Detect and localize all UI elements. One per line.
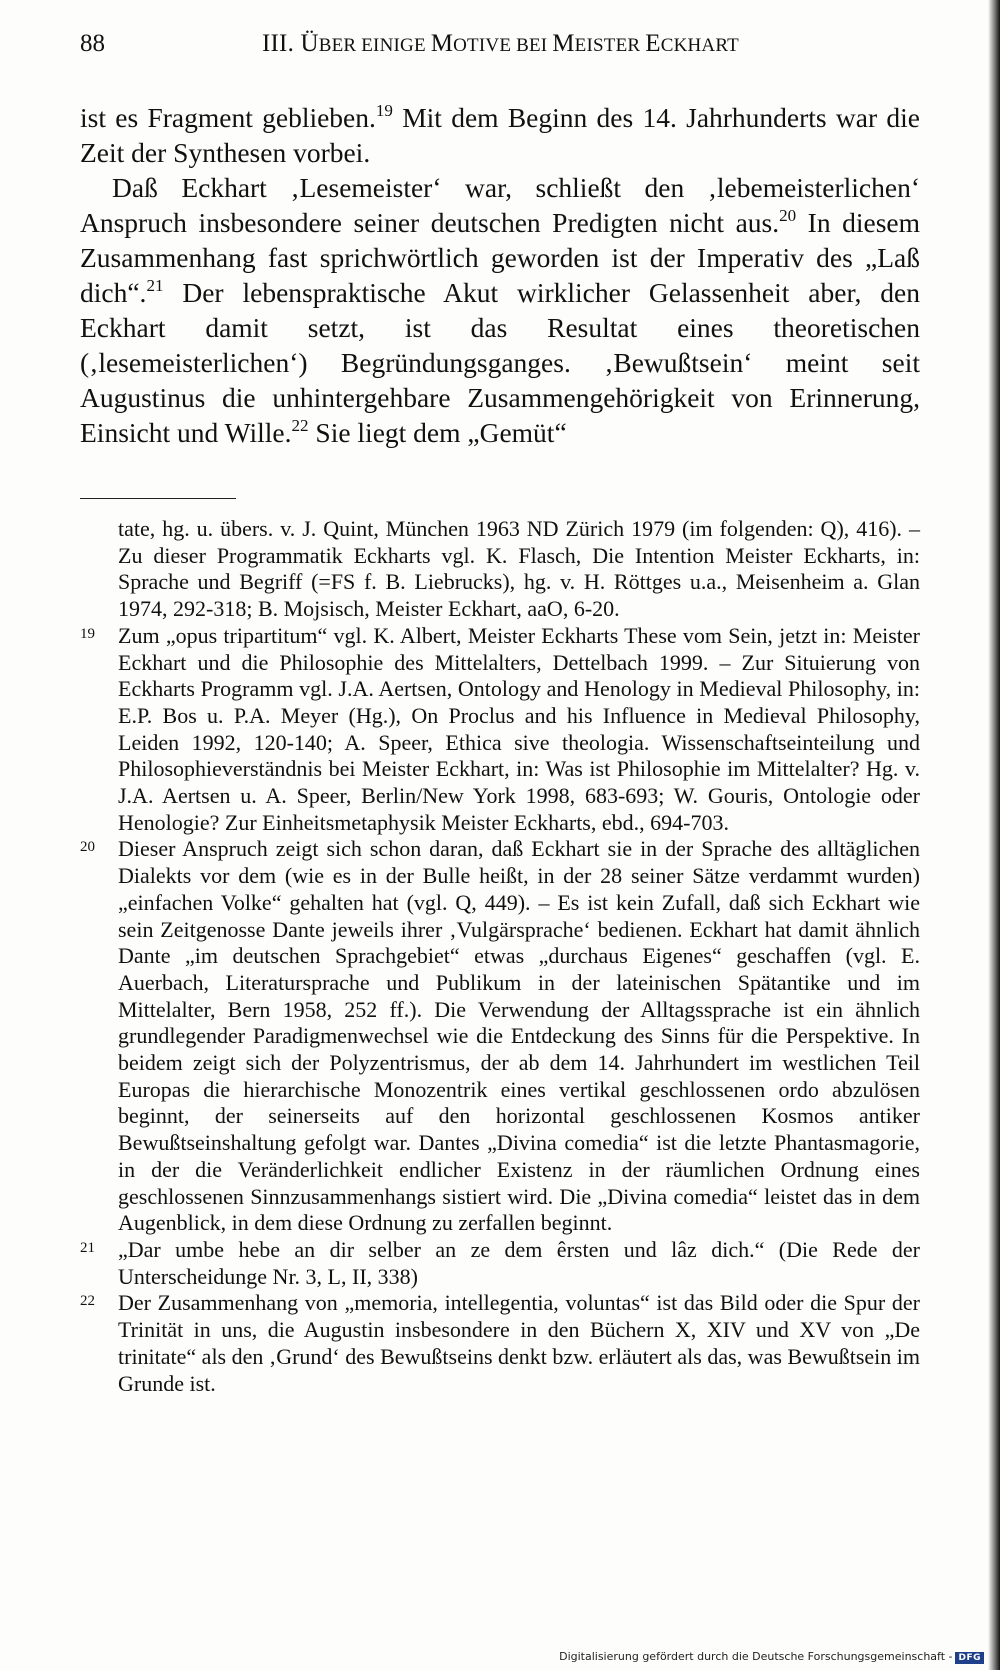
main-text xyxy=(80,100,920,450)
footnote-21: 21 „Dar umbe hebe an dir selber an ze dem êrsten und lâz dich.“ (Die Rede der Unterscheidunge Nr. 3, L, II, 338) xyxy=(80,1236,920,1289)
body-paragraph-1: ist es Fragment geblieben.$^{19}$ Mit dem Beginn des 14. Jahrhunderts war die Zeit der Synthesen vorbei. xyxy=(80,101,921,168)
footnotes xyxy=(80,516,920,1397)
footnote-ref-22[interactable]: 22 xyxy=(291,416,309,435)
footnote-22: 22 Der Zusammenhang von „memoria, intellegentia, voluntas“ ist das Bild oder die Spur der Trinität in uns, die Augustin insbesondere in den Büchern X, XIV und XV von „De trinitate“ als den ‚Grund‘ des Bewußtseins denkt bzw. erläutert als das, was Bewußtsein im Grunde ist. xyxy=(80,1290,920,1396)
footnote-19: 19 Zum „opus tripartitum“ vgl. K. Albert, Meister Eckharts These vom Sein, jetzt in: Meister Eckhart und die Philosophie des Mittelalters, Dettelbach 1999. – Zur Situierung von Eckharts Programm vgl. J.A. Aertsen, Ontology and Henology in Medieval Philosophy, in: E.P. Bos u. P.A. Meyer (Hg.), On Proclus and his Influence in Medieval Philosophy, Leiden 1992, 120-140; A. Speer, Ethica sive theologia. Wissenschaftseinteilung und Philosophieverständnis bei Meister Eckhart, in: Was ist Philosophie im Mittelalter? Hg. v. J.A. Aertsen u. A. Speer, Berlin/New York 1998, 683-693; W. Gouris, Ontologie oder Henologie? Zur Einheitsmetaphysik Meister Eckharts, ebd., 694-703. xyxy=(80,622,920,835)
footnote-number: 22 xyxy=(80,1293,95,1310)
running-head: III. ÜBER EINIGE MOTIVE BEI MEISTER ECKHART xyxy=(262,30,739,57)
page-header xyxy=(80,30,920,66)
footnote-separator xyxy=(80,498,236,499)
page-edge-shadow xyxy=(988,0,1000,1670)
footnote-continuation: tate, hg. u. übers. v. J. Quint, München 1963 ND Zürich 1979 (im folgenden: Q), 416). – Zu dieser Programmatik Eckharts vgl. K. Flasch, Die Intention Meister Eckharts, in: Sprache und Begriff (=FS f. B. Liebrucks), hg. v. H. Röttges u.a., Meisenheim a. Glan 1974, 292-318; B. Mojsisch, Meister Eckhart, aaO, 6-20. xyxy=(118,516,920,622)
footnote-number: 20 xyxy=(80,839,95,856)
page-number: 88 xyxy=(80,30,105,57)
dfg-logo: DFG xyxy=(955,1652,984,1664)
footnote-ref-20[interactable]: 20 xyxy=(779,206,797,225)
body-paragraph-2: Daß Eckhart ‚Lesemeister‘ war, schließt den ‚lebemeisterlichen‘ Anspruch insbesondere seiner deutschen Predigten nicht aus.$^{20}$ In diesem Zusammenhang fast sprichwörtlich geworden ist der Imperativ des „Laß dich“.$^{21}$ Der lebenspraktische Akut wirklicher Gelassenheit aber, den Eckhart damit setzt, ist das Resultat eines theoretischen (‚lesemeisterlichen‘) Begründungsganges. ‚Bewußtsein‘ meint seit Augustinus die unhintergehbare Zusammengehörigkeit von Erinnerung, Einsicht und Wille.$^{22}$ Sie liegt dem „Gemüt“ xyxy=(80,172,920,448)
footnote-ref-21[interactable]: 21 xyxy=(146,276,164,295)
footnote-number: 21 xyxy=(80,1239,95,1256)
footnote-number: 19 xyxy=(80,625,95,642)
footnote-ref-19[interactable]: 19 xyxy=(375,101,393,120)
digitization-credit: Digitalisierung gefördert durch die Deutsche Forschungsgemeinschaft - DFG xyxy=(559,1650,984,1664)
footnote-20: 20 Dieser Anspruch zeigt sich schon daran, daß Eckhart sie in der Sprache des alltäglichen Dialekts vor dem (wie es in der Bulle heißt, in der 28 seiner Sätze verdammt wurden) „einfachen Volke“ gehalten hat (vgl. Q, 449). – Es ist kein Zufall, daß sich Eckhart wie sein Zeitgenosse Dante jeweils ihrer ‚Vulgärsprache‘ bedienen. Eckhart hat damit ähnlich Dante „im deutschen Sprachgebiet“ etwas „durchaus Eigenes“ geschaffen (vgl. E. Auerbach, Literatursprache und Publikum in der lateinischen Spätantike und im Mittelalter, Bern 1958, 252 ff.). Die Verwendung der Alltagssprache ist ein ähnlich grundlegender Paradigmenwechsel wie die Entdeckung des Sinns für die Perspektive. In beidem zeigt sich der Polyzentrismus, der ab dem 14. Jahrhundert im westlichen Teil Europas die hierarchische Monozentrik eines vertikal geschlossenen ordo abzulösen beginnt, der seinerseits auf den horizontal geschlossenen Kosmos antiker Bewußtseinshaltung gefolgt war. Dantes „Divina comedia“ ist die letzte Phantasmagorie, in der die Veränderlichkeit endlicher Existenz in der räumlichen Ordnung eines geschlossenen Sinnzusammenhangs sistiert wird. Die „Divina comedia“ leistet das in dem Augenblick, in dem diese Ordnung zu zerfallen beginnt. xyxy=(80,836,920,1236)
